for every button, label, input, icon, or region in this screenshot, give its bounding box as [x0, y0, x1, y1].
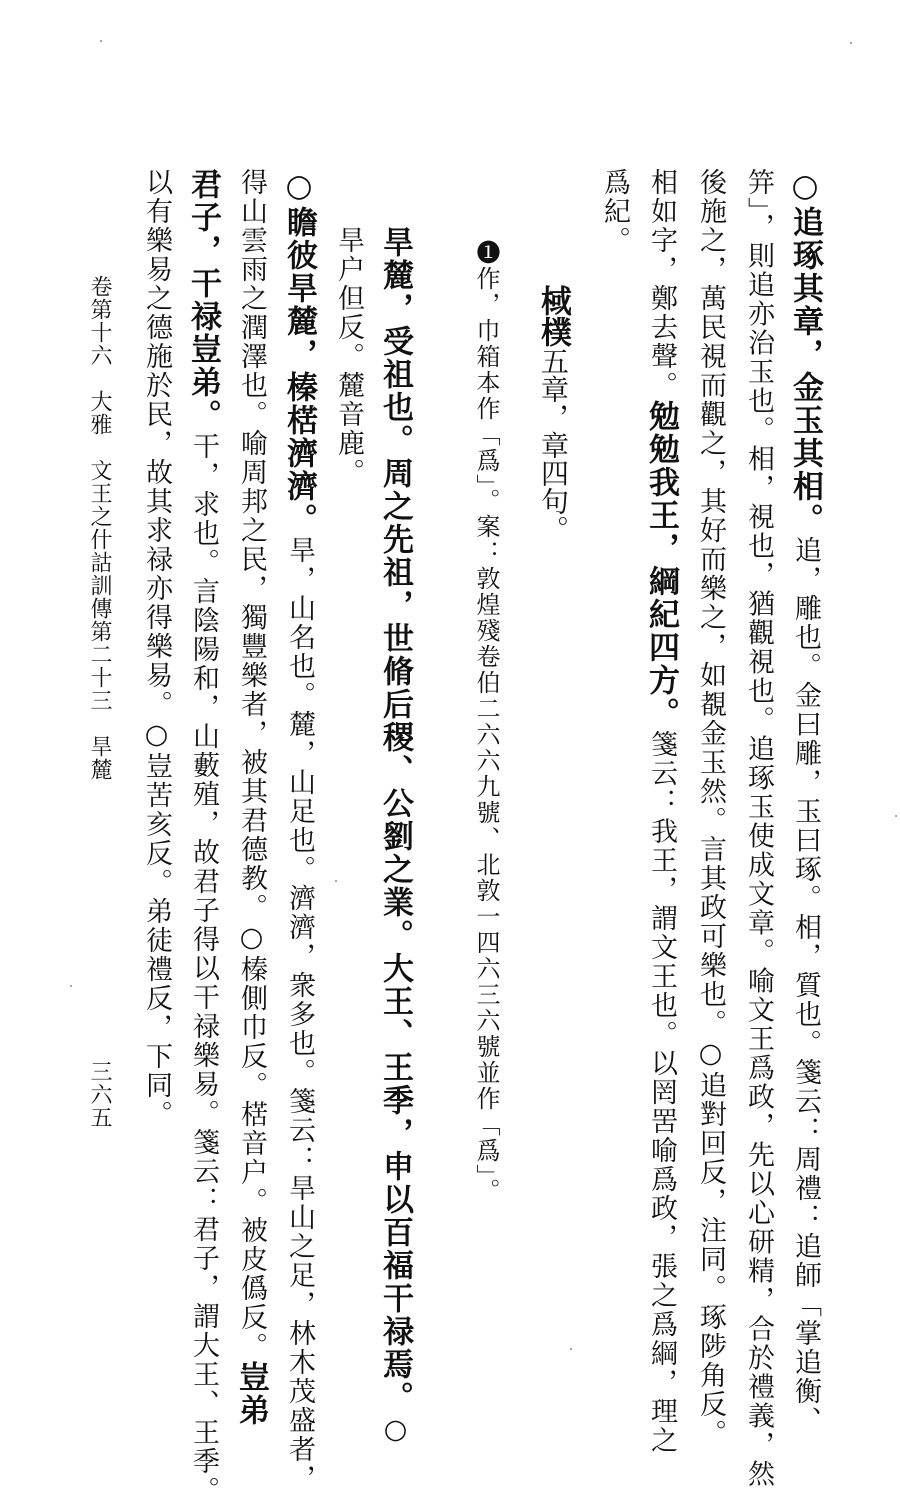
scan-speck — [335, 880, 337, 882]
scan-speck — [100, 40, 102, 42]
circle-mark: ○ — [380, 1414, 411, 1447]
running-head-text: 卷第十六 大雅 文王之什詁訓傳第二十三 旱麓 — [87, 275, 112, 781]
text-column-11 — [143, 168, 170, 1129]
commentary: 干，求也。言陰陽和，山藪殖，故君子得以干禄樂易。箋云：君子，謂大王、王季。 — [188, 432, 219, 1505]
commentary: 爲紀。 — [599, 168, 630, 255]
poem-line: ○瞻彼旱麓，榛楛濟濟。 — [281, 168, 317, 536]
commentary: 箋云：我王，謂文王也。以罔罟喻爲政，張之爲綱，理之 — [646, 730, 677, 1455]
text-column-10 — [185, 168, 221, 1505]
section-title: 棫樸 — [535, 285, 571, 347]
text-column-8 — [281, 168, 317, 1493]
scan-speck — [850, 42, 852, 44]
commentary: 笄」，則追亦治玉也。相，視也，猶觀視也。追琢玉使成文章。喻文王爲政，先以心研精，合於禮義，然 — [743, 168, 774, 1489]
commentary: 旱，山名也。麓，山足也。濟濟，衆多也。箋云：旱山之足，林木茂盛者， — [284, 536, 315, 1493]
pronunciation-note: 旱户但反。麓音鹿。 — [333, 226, 364, 487]
scan-speck — [895, 815, 897, 817]
scan-speck — [70, 985, 72, 987]
running-head — [88, 275, 110, 781]
preface: 旱麓，受祖也。周之先祖，世脩后稷、公劉之業。大王、王季，申以百福干禄焉。 — [377, 226, 413, 1414]
page-number-text: 三六五 — [87, 1060, 112, 1129]
poem-line: 豈弟 — [233, 1361, 269, 1427]
poem-line: ○追琢其章，金玉其相。 — [787, 168, 823, 536]
commentary: 追，雕也。金曰雕，玉曰琢。相，質也。箋云：周禮：追師「掌追衡、 — [790, 536, 821, 1435]
text-column-3 — [697, 168, 724, 1448]
commentary: 相如字，鄭去聲。 — [646, 168, 677, 400]
text-column-1 — [787, 168, 823, 1435]
poem-line: 勉勉我王，綱紀四方。 — [643, 400, 679, 730]
poem-line: 君子，干禄豈弟。 — [185, 168, 221, 432]
text-column-2 — [745, 168, 772, 1489]
commentary: 後施之，萬民視而觀之，其好而樂之，如覩金玉然。言其政可樂也。○追對回反，注同。琢陟角反。 — [695, 168, 726, 1448]
text-column-4 — [643, 168, 679, 1455]
commentary: 得山雲雨之潤澤也。喻周邦之民，獨豐樂者，被其君德教。○榛側巾反。楛音户。被皮僞反。 — [236, 168, 267, 1361]
text-column-7 — [335, 226, 362, 487]
footnote-text: ❶作，巾箱本作「爲」。案：敦煌殘卷伯二六六九號、北敦一四六三六號並作「爲」。 — [472, 240, 500, 1204]
section-heading — [535, 285, 571, 543]
commentary: 以有樂易之德施於民，故其求禄亦得樂易。○豈苦亥反。弟徒禮反，下同。 — [141, 168, 172, 1129]
text-column-5 — [601, 168, 628, 255]
text-column-6 — [377, 226, 413, 1447]
section-subtitle: 五章，章四句。 — [537, 347, 570, 543]
footnote — [474, 240, 498, 1204]
text-column-9 — [233, 168, 269, 1427]
scan-speck — [570, 1348, 572, 1350]
page-number — [88, 1060, 110, 1129]
